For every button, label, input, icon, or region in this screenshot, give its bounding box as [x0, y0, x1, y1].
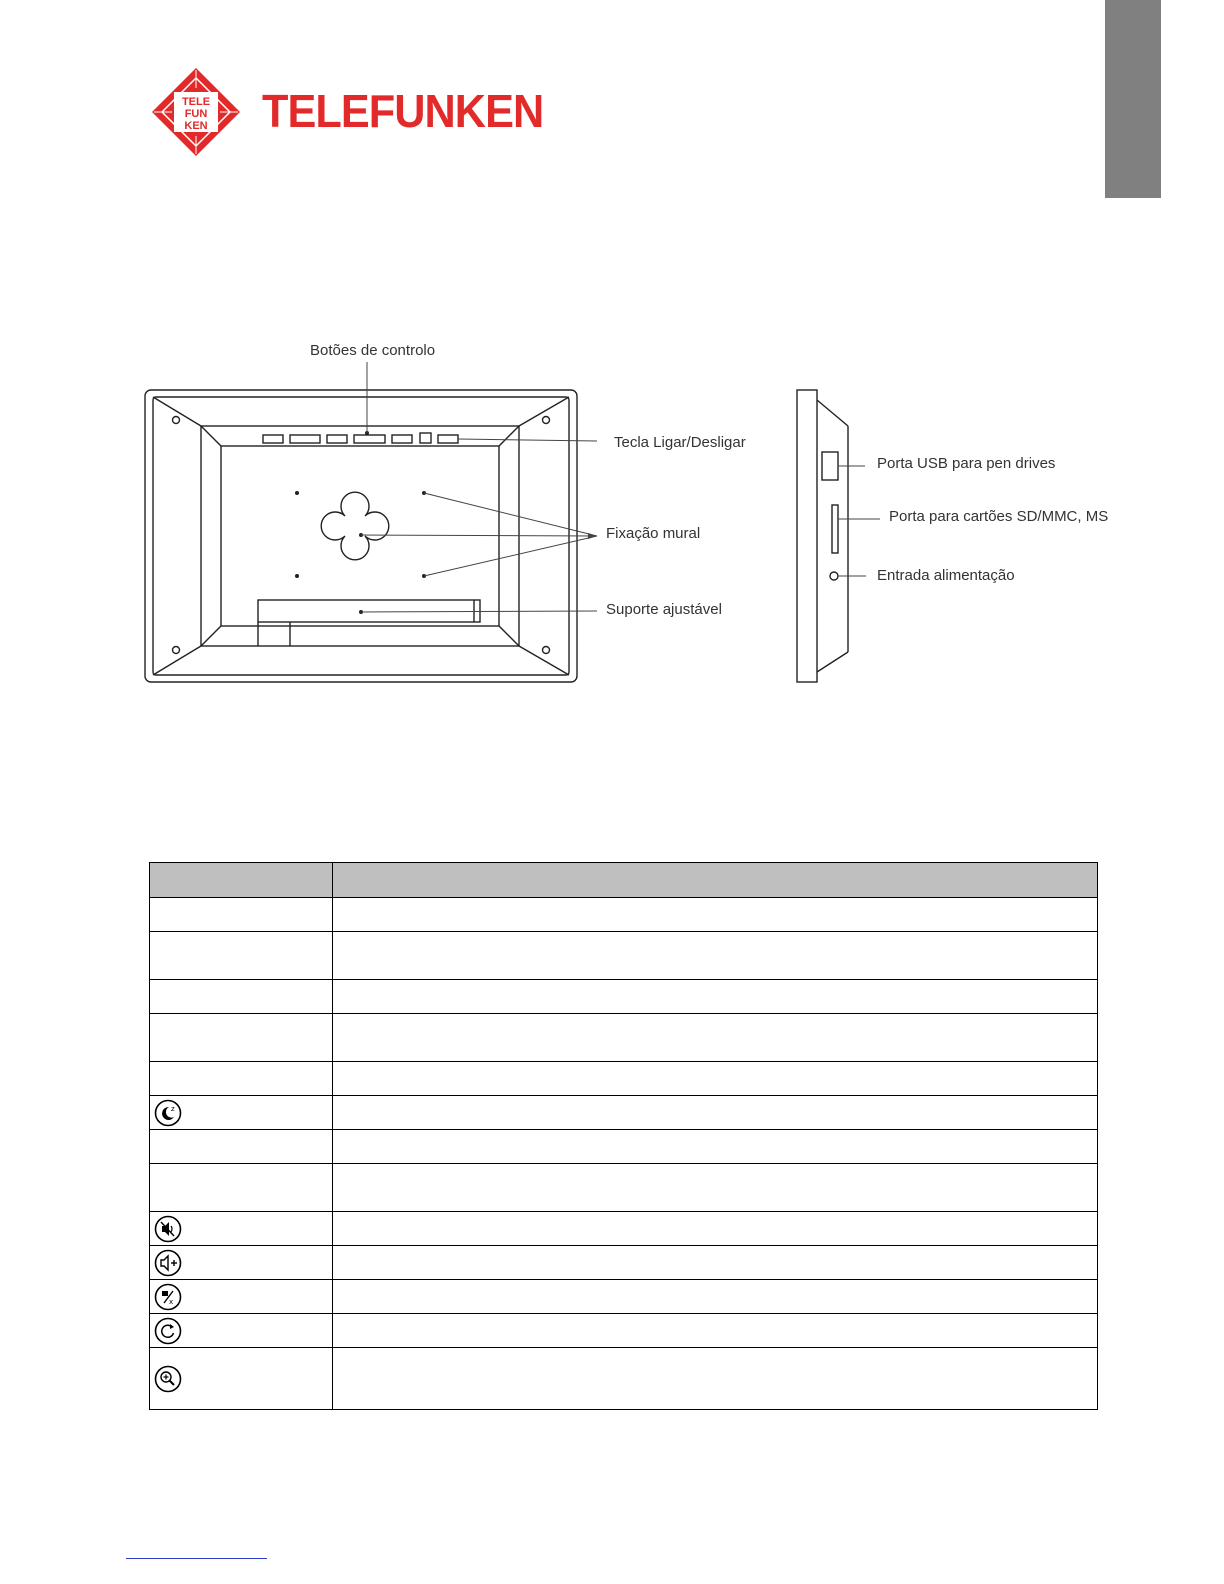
sleep-icon [154, 1099, 182, 1127]
table-cell-desc [333, 1212, 1098, 1246]
footer-link-underline [126, 1558, 267, 1559]
table-header-cell [333, 863, 1098, 898]
table-cell-desc [333, 1246, 1098, 1280]
mute-icon [154, 1215, 182, 1243]
table-row [150, 1130, 1098, 1164]
table-row [150, 932, 1098, 980]
table-header-row [150, 863, 1098, 898]
table-row [150, 1062, 1098, 1096]
table-cell-desc [333, 1314, 1098, 1348]
table-cell-key [150, 1348, 333, 1410]
telefunken-logo-icon [150, 66, 242, 158]
table-row [150, 1246, 1098, 1280]
svg-text:FUN: FUN [184, 108, 208, 120]
svg-text:TELE: TELE [181, 96, 211, 108]
table-cell-key [150, 1212, 333, 1246]
table-row [150, 1014, 1098, 1062]
table-cell-key [150, 932, 333, 980]
table-cell-desc [333, 1062, 1098, 1096]
table-header-cell [150, 863, 333, 898]
table-row [150, 980, 1098, 1014]
table-cell-key [150, 1062, 333, 1096]
table-cell-desc [333, 898, 1098, 932]
table-row [150, 1164, 1098, 1212]
table-cell-desc [333, 1014, 1098, 1062]
table-cell-key [150, 1246, 333, 1280]
table-cell-key [150, 1314, 333, 1348]
table-row [150, 1280, 1098, 1314]
svg-text:KEN: KEN [184, 120, 208, 132]
rotate-icon [154, 1317, 182, 1345]
table-row [150, 1348, 1098, 1410]
label-control-buttons: Botões de controlo [310, 342, 436, 359]
table-row [150, 1314, 1098, 1348]
zoom-in-icon [154, 1365, 182, 1393]
side-section-tab [1105, 0, 1161, 198]
label-wall-mount: Fixação mural [606, 525, 701, 542]
table-cell-desc [333, 1130, 1098, 1164]
table-cell-key [150, 1130, 333, 1164]
button-function-table [149, 862, 1098, 1410]
svg-text:x: x [169, 1297, 174, 1306]
label-power-input: Entrada alimentação [877, 567, 1015, 584]
aspect-ratio-icon [154, 1283, 182, 1311]
table-row [150, 1096, 1098, 1130]
volume-up-icon [154, 1249, 182, 1277]
table-cell-key [150, 1096, 333, 1130]
label-power-key: Tecla Ligar/Desligar [614, 434, 746, 451]
label-card-port: Porta para cartões SD/MMC, MS [889, 508, 1109, 525]
table-cell-desc [333, 1164, 1098, 1212]
table-cell-desc [333, 1096, 1098, 1130]
label-adjustable-stand: Suporte ajustável [606, 601, 722, 618]
table-cell-key [150, 1164, 333, 1212]
svg-text:z: z [171, 1104, 175, 1113]
table-cell-desc [333, 1348, 1098, 1410]
table-cell-key [150, 1014, 333, 1062]
table-row [150, 898, 1098, 932]
table-cell-desc [333, 980, 1098, 1014]
table-cell-key [150, 898, 333, 932]
label-usb-port: Porta USB para pen drives [877, 455, 1056, 472]
table-cell-desc [333, 1280, 1098, 1314]
table-row [150, 1212, 1098, 1246]
table-cell-desc [333, 932, 1098, 980]
table-cell-key [150, 980, 333, 1014]
table-cell-key [150, 1280, 333, 1314]
brand-name: TELEFUNKEN [262, 85, 544, 137]
